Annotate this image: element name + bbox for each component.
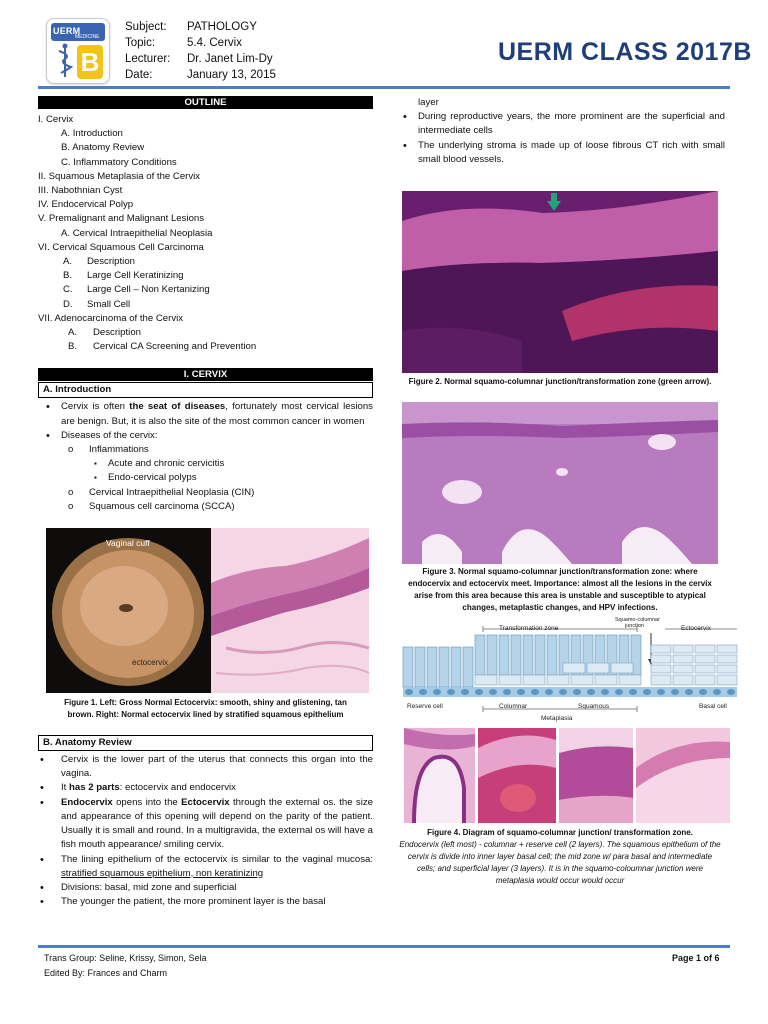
list-item: o Squamous cell carcinoma (SCCA) — [38, 500, 373, 514]
diagram-label-basal-cell: Basal cell — [699, 703, 727, 711]
outline-item: C. Large Cell – Non Kertanizing — [63, 284, 210, 296]
transformation-zone-diagram — [403, 623, 737, 721]
gross-ectocervix-image — [46, 528, 369, 693]
intro-list — [38, 400, 373, 514]
outline-item: IV. Endocervical Polyp — [38, 199, 134, 211]
continued-text: layer — [418, 97, 439, 108]
histology-micrograph-2 — [402, 402, 718, 564]
figure4-micrographs — [404, 728, 736, 823]
meta-lecturer: Lecturer: Dr. Janet Lim-Dy — [125, 53, 273, 65]
outline-item: A. Description — [68, 327, 141, 339]
anatomy-list — [38, 753, 373, 909]
diagram-label-transformation-zone: Transformation zone — [499, 625, 559, 633]
right-list — [395, 110, 725, 167]
diagram-label-reserve-cell: Reserve cell — [407, 703, 443, 711]
outline-item: D. Small Cell — [63, 298, 131, 310]
list-item: • During reproductive years, the more prominent are the superficial and intermediate cells — [395, 110, 725, 138]
page-number: Page 1 of 6 — [672, 953, 720, 963]
class-logo — [46, 18, 110, 84]
outline-item: B. Large Cell Keratinizing — [63, 270, 184, 282]
list-item: • Divisions: basal, mid zone and superficial — [38, 881, 373, 895]
outline-item: I. Cervix — [38, 114, 74, 125]
header-rule — [38, 86, 730, 89]
vaginal-cuff-label: Vaginal cuff — [106, 538, 150, 549]
right-column — [395, 96, 725, 887]
figure1-images — [46, 528, 369, 693]
diagram-label-sc-junction-2: junction — [625, 623, 644, 630]
figure1-caption: Figure 1. Left: Gross Normal Ectocervix: smooth, shiny and glistening, tan brown. Right: Normal ectocervix lined by stratified squamous epithelium — [64, 698, 347, 720]
left-column — [38, 96, 373, 909]
list-item: • The younger the patient, the more prominent layer is the basal — [38, 895, 373, 909]
intro-heading: A. Introduction — [38, 382, 373, 398]
diagram-label-sc-junction-1: Squamo-columnar — [615, 617, 660, 624]
outline-item: C. Inflammatory Conditions — [61, 156, 177, 168]
document-metadata — [125, 19, 276, 83]
figure3-image — [402, 402, 718, 564]
diagram-label-columnar: Columnar — [499, 703, 528, 711]
outline-item: B. Anatomy Review — [61, 142, 145, 154]
list-item: ▪ Endo-cervical polyps — [38, 471, 373, 485]
caduceus-icon — [55, 43, 75, 79]
outline-item: A. Cervical Intraepithelial Neoplasia — [61, 227, 213, 239]
micrograph-ectocervix — [636, 728, 730, 823]
outline-title: OUTLINE — [38, 96, 373, 109]
list-item: • It has 2 parts: ectocervix and endocervix — [38, 781, 373, 795]
outline-item: VII. Adenocarcinoma of the Cervix — [38, 312, 184, 324]
list-item: • Endocervix opens into the Ectocervix through the external os. the size and appearance of this opening will depend on the parity of the patient. Usually it is small and round. In a multigravida, the external os will have a fish mouth appearance/ smiling cervix. — [38, 796, 373, 853]
section-title: I. CERVIX — [38, 368, 373, 381]
outline-item: A. Introduction — [61, 128, 123, 140]
outline-item: B. Cervical CA Screening and Prevention — [68, 341, 257, 353]
footer-rule — [38, 945, 730, 948]
meta-subject: Subject: PATHOLOGY — [125, 21, 257, 33]
figure2-caption: Figure 2. Normal squamo-columnar junction/transformation zone (green arrow). — [408, 377, 712, 387]
ectocervix-label: ectocervix — [132, 658, 169, 668]
list-item: • Cervix is the lower part of the uterus that connects this organ into the vagina. — [38, 753, 373, 781]
logo-letter: B — [77, 45, 103, 79]
outline-item: V. Premalignant and Malignant Lesions — [38, 213, 205, 225]
diagram-label-squamous: Squamous — [578, 703, 610, 711]
logo-sub: MEDICINE — [75, 34, 100, 40]
diagram-label-metaplasia: Metaplasia — [541, 715, 573, 723]
list-item: • Diseases of the cervix: — [38, 429, 373, 443]
diagram-label-ectocervix: Ectocervix — [681, 625, 711, 633]
class-brand-title: UERM CLASS 2017B — [498, 38, 752, 66]
micrograph-columnar-metaplasia — [478, 728, 556, 823]
list-item: • The underlying stroma is made up of loose fibrous CT rich with small small blood vessels. — [395, 139, 725, 167]
list-item: • Cervix is often the seat of diseases, fortunately most cervical lesions are benign. But, it is also the site of the most common cancer in women — [38, 400, 373, 428]
meta-topic: Topic: 5.4. Cervix — [125, 37, 242, 49]
figure4-diagram — [403, 617, 737, 723]
list-item: ▪ Acute and chronic cervicitis — [38, 457, 373, 471]
outline-item: II. Squamous Metaplasia of the Cervix — [38, 170, 201, 182]
list-item: o Cervical Intraepithelial Neoplasia (CIN) — [38, 486, 373, 500]
outline-item: III. Nabothnian Cyst — [38, 185, 123, 197]
figure4-caption-body: Endocervix (left most) - columnar + reserve cell (2 layers). The squamous epithelium of the cervix is divide into inner layer basal cell; the mid zone w/ para basal and intermediate cells; and superficial layer (3 layers). It is in the squamo-coloumnar junction were metaplasia would occur would occur — [399, 840, 721, 886]
logo-name: UERM — [53, 26, 81, 36]
footer-credits — [44, 951, 207, 981]
micrograph-squamous-metaplasia — [559, 728, 633, 823]
figure2-image — [402, 191, 718, 373]
figure3-caption: Figure 3. Normal squamo-columnar junction/transformation zone: where endocervix and ectocervix meet. Importance: almost all the lesions in the cervix arise from this area because this area is unstable and susceptible to atypical changes, metaplastic changes, and HPV infections. — [408, 567, 712, 613]
outline-item: VI. Cervical Squamous Cell Carcinoma — [38, 241, 204, 253]
edited-by: Edited By: Frances and Charm — [44, 968, 168, 978]
green-arrow-icon — [547, 193, 561, 211]
trans-group: Trans Group: Seline, Krissy, Simon, Sela — [44, 953, 207, 963]
list-item: o Inflammations — [38, 443, 373, 457]
outline-item: A. Description — [63, 256, 135, 268]
outline-list — [38, 113, 373, 354]
micrograph-endocervix — [404, 728, 475, 823]
anatomy-heading: B. Anatomy Review — [38, 735, 373, 751]
meta-date: Date: January 13, 2015 — [125, 69, 276, 81]
figure4-caption-title: Figure 4. Diagram of squamo-columnar junction/ transformation zone. — [427, 828, 693, 838]
histology-micrograph-1 — [402, 191, 718, 373]
list-item: • The lining epithelium of the ectocervix is similar to the vaginal mucosa: stratified squamous epithelium, non keratinizing — [38, 853, 373, 881]
